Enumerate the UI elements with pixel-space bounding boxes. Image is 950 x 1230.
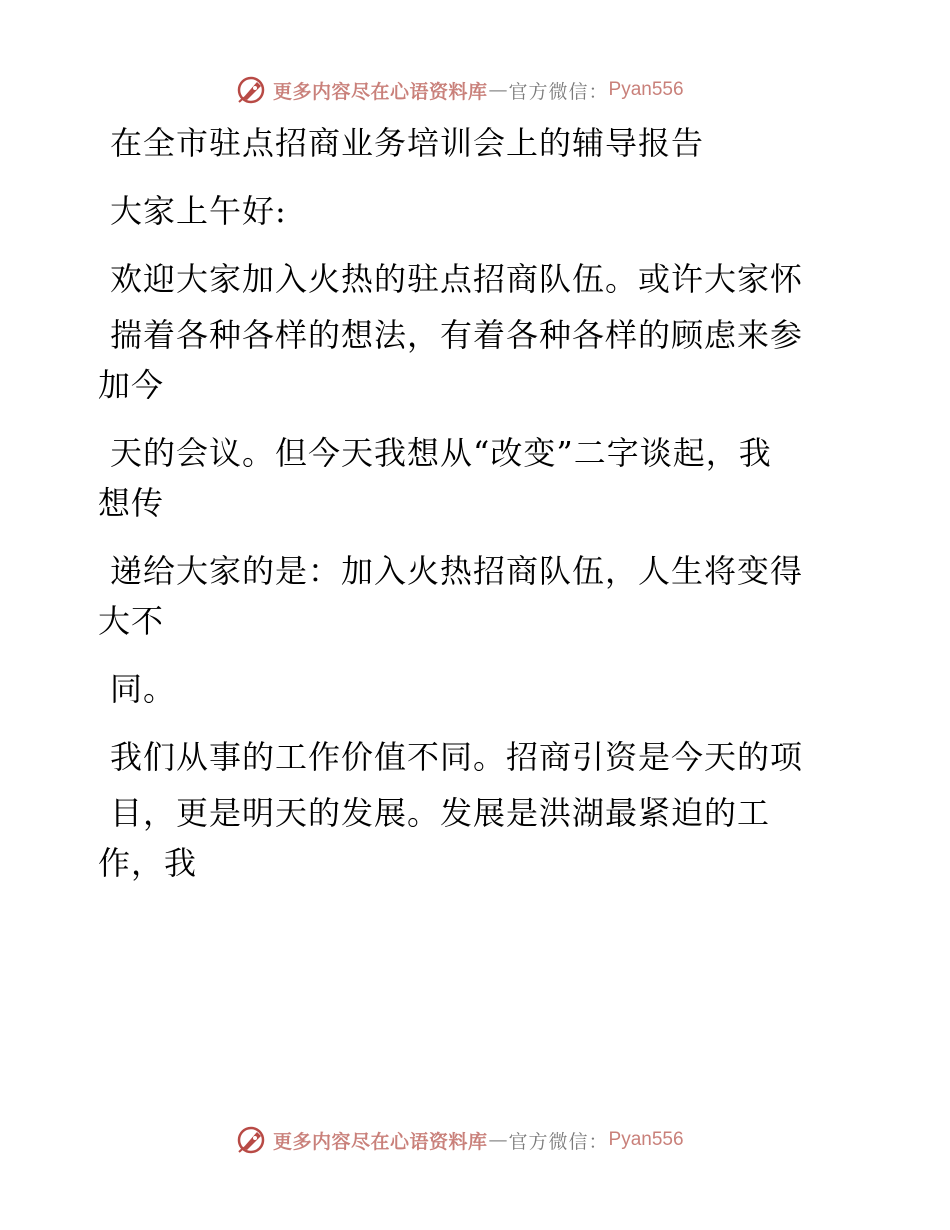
paragraph-line: 大不	[98, 602, 165, 640]
paragraph-line: 同。	[110, 670, 177, 708]
paragraph-line: 加今	[98, 366, 165, 404]
header-wechat-id: Pyan556	[608, 79, 684, 100]
header-wechat-label: 官方微信：	[508, 80, 609, 103]
paragraph-line: 目，更是明天的发展。发展是洪湖最紧迫的工	[110, 794, 771, 832]
paragraph-line: 揣着各种各样的想法，有着各种各样的顾虑来参	[110, 316, 804, 354]
paragraph-line: 想传	[98, 484, 165, 522]
paragraph-line: 我们从事的工作价值不同。招商引资是今天的项	[110, 738, 804, 776]
footer-dash: —	[488, 1129, 508, 1151]
paragraph-line: 天的会议。但今天我想从“改变”二字谈起，我	[110, 434, 772, 472]
header-dash: —	[488, 79, 508, 101]
header-brand-text: 更多内容尽在心语资料库	[273, 80, 488, 103]
greeting-line: 大家上午好:	[110, 192, 287, 230]
footer-brand-text: 更多内容尽在心语资料库	[273, 1130, 488, 1153]
paragraph-line: 递给大家的是：加入火热招商队伍，人生将变得	[110, 552, 804, 590]
pen-logo-icon	[235, 74, 267, 106]
document-title: 在全市驻点招商业务培训会上的辅导报告	[110, 124, 705, 162]
pen-logo-icon	[235, 1124, 267, 1156]
paragraph-line: 作，我	[98, 844, 198, 882]
footer-wechat-label: 官方微信：	[508, 1130, 609, 1153]
footer-wechat-id: Pyan556	[608, 1129, 684, 1150]
document-body	[98, 118, 838, 888]
footer-banner	[0, 1122, 950, 1158]
header-banner	[0, 72, 950, 108]
paragraph-line: 欢迎大家加入火热的驻点招商队伍。或许大家怀	[110, 260, 804, 298]
